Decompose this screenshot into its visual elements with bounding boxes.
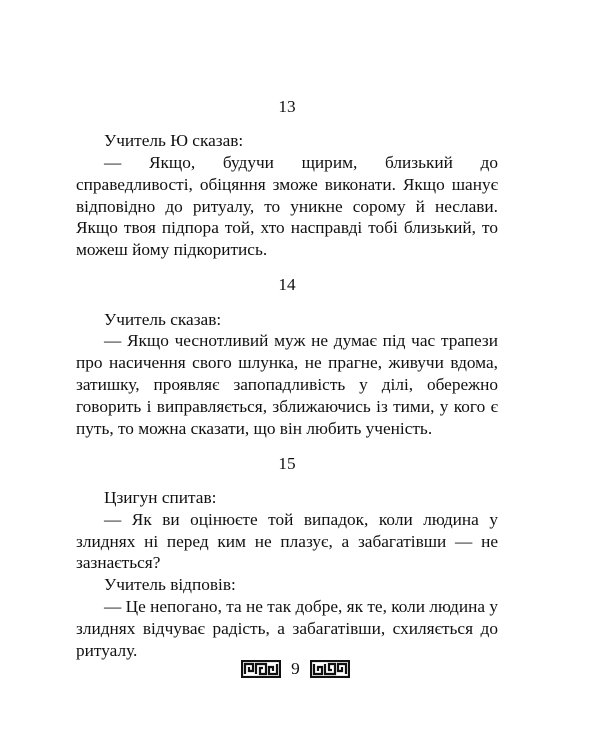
- quote-paragraph: — Якщо, будучи щирим, близький до справедливості, обіцяння зможе виконати. Якщо шанує відповідно до ритуалу, то уникне сорому й неслави. Якщо твоя підпора той, хто насправді тобі близький, то можеш йому підкоритись.: [76, 153, 498, 260]
- meander-ornament-right-icon: [310, 660, 350, 678]
- section-number: 13: [278, 97, 296, 116]
- speaker-line: Учитель відповів:: [104, 575, 236, 595]
- section-15: [76, 453, 498, 662]
- speaker-line: Учитель сказав:: [104, 309, 222, 329]
- speaker-line: Цзигун спитав:: [104, 488, 217, 508]
- quote-paragraph: — Як ви оцінюєте той випадок, коли людина у злиднях ні перед ким не плазує, а забагатівши — не зазнається?: [76, 509, 498, 573]
- quote-paragraph: — Якщо чеснотливий муж не думає під час трапези про насичення свого шлунка, не прагне, живучи вдома, затишку, проявляє запопадливість у ділі, обережно говорить і виправляється, зближаючись із тими, у кого є путь, то можна сказати, що він любить ученість.: [76, 331, 498, 438]
- meander-ornament-left-icon: [241, 660, 281, 678]
- page-footer: [0, 657, 591, 681]
- speaker-line: Учитель Ю сказав:: [104, 131, 244, 151]
- section-number: 14: [278, 275, 296, 295]
- quote-paragraph: — Це непогано, та не так добре, як те, коли людина у злиднях відчуває радість, а забагатівши, схиляється до ритуалу.: [76, 597, 498, 660]
- section-number: 15: [278, 453, 296, 473]
- page-number: 9: [291, 659, 300, 678]
- section-14: [76, 274, 498, 439]
- text-block: [76, 96, 498, 675]
- section-13: [76, 96, 498, 261]
